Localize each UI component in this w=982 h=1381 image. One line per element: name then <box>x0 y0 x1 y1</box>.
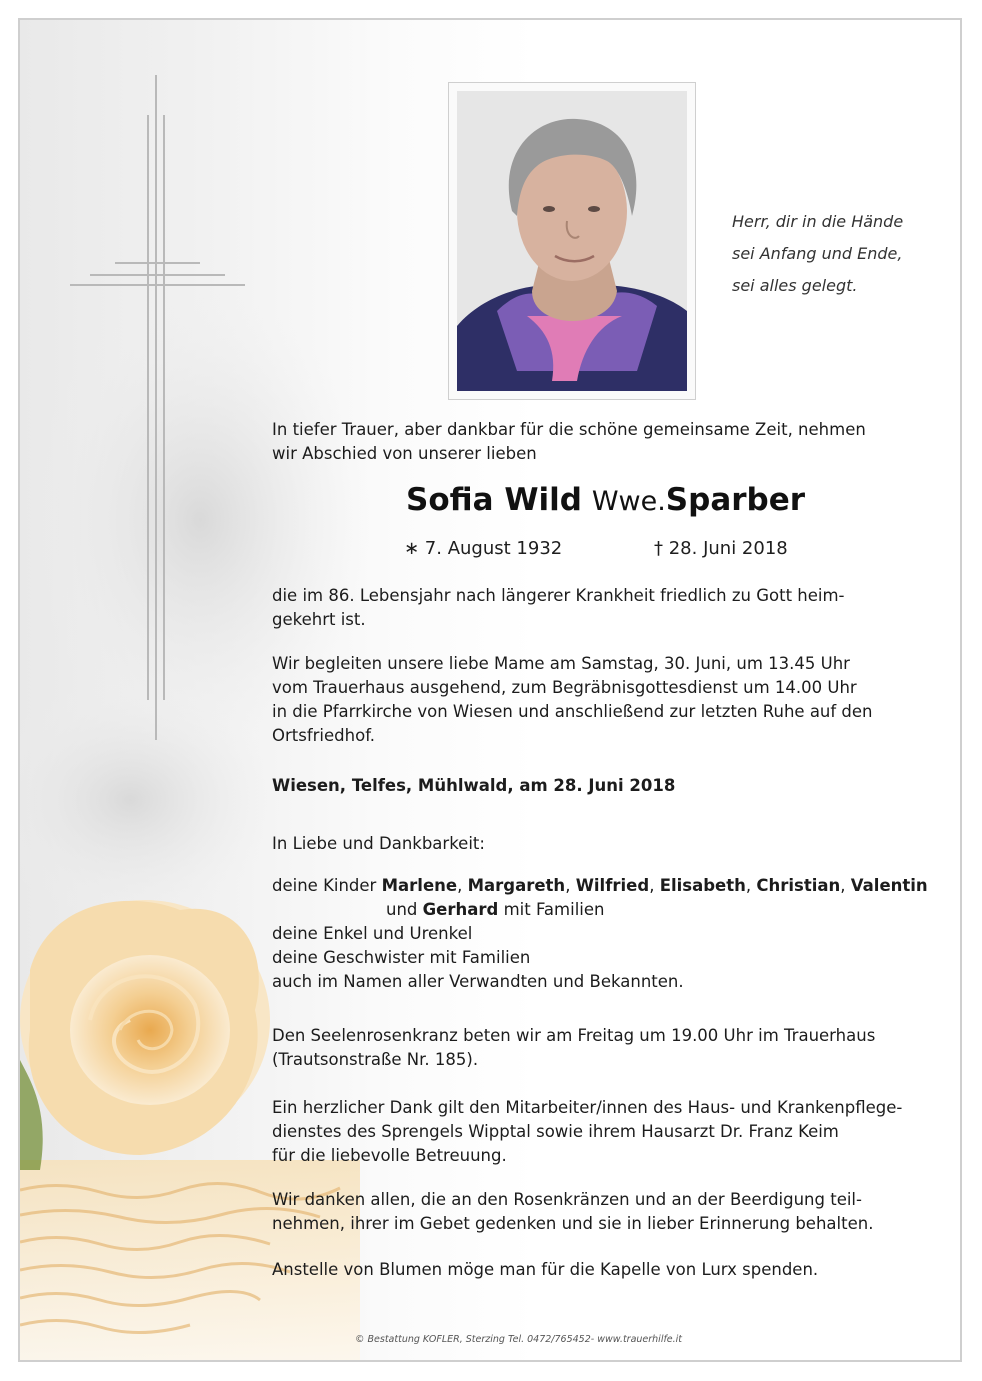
child-name: Elisabeth <box>659 876 746 895</box>
thanks-care-paragraph <box>272 1096 912 1168</box>
funeral-line: Ortsfriedhof. <box>272 726 376 745</box>
thanks-care-line: dienstes des Sprengels Wipptal sowie ihrem Hausarzt Dr. Franz Keim <box>272 1122 839 1141</box>
funeral-line: vom Trauerhaus ausgehend, zum Begräbnisgottesdienst um 14.00 Uhr <box>272 678 857 697</box>
and-word: und <box>386 900 423 919</box>
child-name: Christian <box>756 876 841 895</box>
portrait-frame <box>448 82 696 400</box>
funeral-home-footer: © Bestattung KOFLER, Sterzing Tel. 0472/765452- www.trauerhilfe.it <box>355 1334 683 1345</box>
children-line <box>272 874 928 898</box>
child-name: Wilfried <box>575 876 650 895</box>
family-heading: In Liebe und Dankbarkeit: <box>272 834 485 853</box>
family-list <box>272 874 928 994</box>
separator: , <box>649 876 660 895</box>
child-name: Marlene <box>381 876 458 895</box>
passing-line: gekehrt ist. <box>272 610 366 629</box>
funeral-line: Wir begleiten unsere liebe Mame am Samstag, 30. Juni, um 13.45 Uhr <box>272 654 850 673</box>
obituary-card <box>18 18 962 1362</box>
child-name: Margareth <box>467 876 566 895</box>
death-date: † 28. Juni 2018 <box>654 538 788 559</box>
thanks-care-line: für die liebevolle Betreuung. <box>272 1146 507 1165</box>
children-suffix: mit Familien <box>498 900 605 919</box>
thanks-all-line: nehmen, ihrer im Gebet gedenken und sie in lieber Erinnerung behalten. <box>272 1214 874 1233</box>
cross-icon <box>70 75 245 740</box>
rosary-line: (Trautsonstraße Nr. 185). <box>272 1050 479 1069</box>
passing-line: die im 86. Lebensjahr nach längerer Krankheit friedlich zu Gott heim- <box>272 586 845 605</box>
deceased-first-name: Sofia Wild <box>406 482 582 518</box>
quote-line: Herr, dir in die Hände <box>732 212 904 231</box>
separator: , <box>840 876 851 895</box>
flowers-note: Anstelle von Blumen möge man für die Kapelle von Lurx spenden. <box>272 1260 819 1279</box>
separator: , <box>457 876 468 895</box>
portrait-photo <box>457 91 687 391</box>
intro-paragraph <box>272 418 912 466</box>
children-line-2 <box>272 898 912 922</box>
relatives-line: auch im Namen aller Verwandten und Bekannten. <box>272 972 684 991</box>
separator: , <box>565 876 576 895</box>
rosary-paragraph <box>272 1024 912 1072</box>
thanks-all-paragraph <box>272 1188 912 1236</box>
siblings-line: deine Geschwister mit Familien <box>272 948 531 967</box>
deceased-married-name: Sparber <box>665 482 806 518</box>
thanks-care-line: Ein herzlicher Dank gilt den Mitarbeiter/innen des Haus- und Krankenpflege- <box>272 1098 903 1117</box>
child-name: Valentin <box>850 876 928 895</box>
intro-line: In tiefer Trauer, aber dankbar für die schöne gemeinsame Zeit, nehmen <box>272 420 866 439</box>
place-date: Wiesen, Telfes, Mühlwald, am 28. Juni 2018 <box>272 776 676 795</box>
deceased-name <box>406 482 805 518</box>
quote-line: sei Anfang und Ende, <box>732 244 903 263</box>
funeral-paragraph <box>272 652 912 748</box>
grandchildren-line: deine Enkel und Urenkel <box>272 924 473 943</box>
children-prefix: deine Kinder <box>272 876 382 895</box>
birth-date: ∗ 7. August 1932 <box>404 538 563 559</box>
funeral-line: in die Pfarrkirche von Wiesen und anschließend zur letzten Ruhe auf den <box>272 702 873 721</box>
rosary-line: Den Seelenrosenkranz beten wir am Freitag um 19.00 Uhr im Trauerhaus <box>272 1026 876 1045</box>
child-name: Gerhard <box>422 900 499 919</box>
passing-paragraph <box>272 584 912 632</box>
separator: , <box>745 876 757 895</box>
intro-line: wir Abschied von unserer lieben <box>272 444 537 463</box>
thanks-all-line: Wir danken allen, die an den Rosenkränzen und an der Beerdigung teil- <box>272 1190 862 1209</box>
deceased-widow-label: Wwe. <box>591 486 666 517</box>
bible-quote <box>732 206 932 302</box>
quote-line: sei alles gelegt. <box>732 276 858 295</box>
